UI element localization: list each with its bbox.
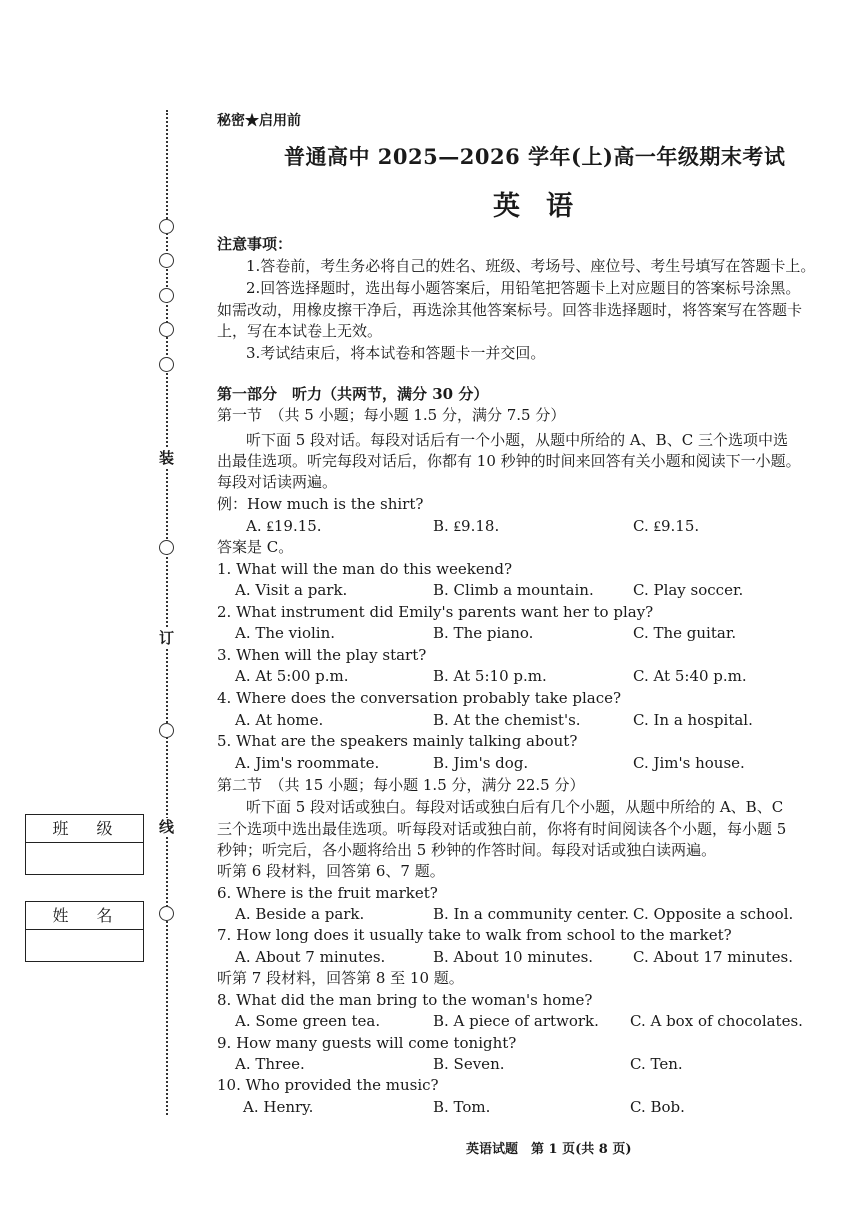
question-option-b: B. Seven. [433, 1055, 505, 1073]
question-option-a: A. Beside a park. [235, 905, 365, 923]
question-stem: 3. When will the play start? [217, 646, 427, 664]
question-option-b: B. In a community center. [433, 905, 630, 923]
question-option-b: B. At 5:10 p.m. [433, 667, 547, 685]
binding-hole-icon [159, 723, 174, 738]
section2-instructions-b: 三个选项中选出最佳选项。听每段对话或独白前，你将有时间阅读各个小题，每小题 5 [217, 820, 787, 838]
question-option-c: C. In a hospital. [633, 711, 753, 729]
question-option-c: C. Bob. [630, 1098, 685, 1116]
question-option-c: C. The guitar. [633, 624, 737, 642]
notes-line-2b: 如需改动，用橡皮擦干净后，再选涂其他答案标号。回答非选择题时，将答案写在答题卡 [217, 301, 803, 319]
example-question: 例：How much is the shirt? [217, 495, 424, 513]
name-box [25, 901, 144, 962]
question-option-a: A. About 7 minutes. [235, 948, 386, 966]
question-option-b: B. About 10 minutes. [433, 948, 594, 966]
question-stem: 5. What are the speakers mainly talking about? [217, 732, 578, 750]
example-answer: 答案是 C。 [217, 538, 294, 556]
section2-instructions-a: 听下面 5 段对话或独白。每段对话或独白后有几个小题，从题中所给的 A、B、C [246, 798, 784, 816]
binding-hole-icon [159, 540, 174, 555]
question-stem: 6. Where is the fruit market? [217, 884, 438, 902]
binding-hole-icon [159, 253, 174, 268]
notes-heading: 注意事项： [217, 235, 293, 253]
question-option-c: C. At 5:40 p.m. [633, 667, 747, 685]
question-option-c: C. Jim's house. [633, 754, 745, 772]
binding-hole-icon [159, 357, 174, 372]
example-option-b: B. ₤9.18. [433, 517, 500, 535]
question-stem: 1. What will the man do this weekend? [217, 560, 513, 578]
question-option-c: C. About 17 minutes. [633, 948, 793, 966]
question-option-a: A. Visit a park. [235, 581, 348, 599]
class-field[interactable] [26, 843, 143, 873]
binding-hole-icon [159, 288, 174, 303]
question-stem: 2. What instrument did Emily's parents want her to play? [217, 603, 654, 621]
question-stem: 4. Where does the conversation probably take place? [217, 689, 622, 707]
section1-instructions-c: 每段对话读两遍。 [217, 473, 338, 491]
question-stem: 9. How many guests will come tonight? [217, 1034, 517, 1052]
notes-line-2c: 上，写在本试卷上无效。 [217, 322, 383, 340]
question-stem: 7. How long does it usually take to walk from school to the market? [217, 926, 732, 944]
material-7-instruction: 听第 7 段材料，回答第 8 至 10 题。 [217, 969, 464, 987]
exam-title: 普通高中 2025—2026 学年(上)高一年级期末考试 [284, 144, 786, 169]
question-option-c: C. Opposite a school. [633, 905, 794, 923]
question-option-b: B. Tom. [433, 1098, 491, 1116]
page-footer: 英语试题 第 1 页(共 8 页) [466, 1142, 632, 1157]
section2-instructions-c: 秒钟；听完后，各小题将给出 5 秒钟的作答时间。每段对话或独白读两遍。 [217, 841, 717, 859]
question-option-b: B. A piece of artwork. [433, 1012, 599, 1030]
question-option-a: A. Henry. [243, 1098, 314, 1116]
question-stem: 10. Who provided the music? [217, 1076, 439, 1094]
subject-title: 英语 [493, 191, 599, 222]
example-option-c: C. ₤9.15. [633, 517, 700, 535]
notes-line-2a: 2.回答选择题时，选出每小题答案后，用铅笔把答题卡上对应题目的答案标号涂黑。 [246, 279, 801, 297]
binding-label-xian: 线 [159, 818, 175, 836]
notes-line-1: 1.答卷前，考生务必将自己的姓名、班级、考场号、座位号、考生号填写在答题卡上。 [246, 257, 816, 275]
question-option-a: A. At 5:00 p.m. [235, 667, 349, 685]
question-stem: 8. What did the man bring to the woman's home? [217, 991, 593, 1009]
material-6-instruction: 听第 6 段材料，回答第 6、7 题。 [217, 862, 445, 880]
question-option-a: A. The violin. [235, 624, 336, 642]
section1-heading: 第一节 （共 5 小题；每小题 1.5 分，满分 7.5 分） [217, 406, 566, 424]
secret-label: 秘密★启用前 [217, 113, 301, 129]
name-label: 姓名 [26, 902, 143, 930]
section1-instructions-a: 听下面 5 段对话。每段对话后有一个小题，从题中所给的 A、B、C 三个选项中选 [246, 431, 788, 449]
example-option-a: A. ₤19.15. [246, 517, 322, 535]
class-label: 班级 [26, 815, 143, 843]
section2-heading: 第二节 （共 15 小题；每小题 1.5 分，满分 22.5 分） [217, 776, 585, 794]
question-option-a: A. At home. [235, 711, 324, 729]
question-option-b: B. Jim's dog. [433, 754, 529, 772]
question-option-c: C. Play soccer. [633, 581, 744, 599]
binding-hole-icon [159, 219, 174, 234]
binding-label-zhuang: 装 [159, 449, 175, 467]
question-option-a: A. Jim's roommate. [235, 754, 380, 772]
question-option-c: C. A box of chocolates. [630, 1012, 803, 1030]
binding-hole-icon [159, 322, 174, 337]
part1-heading: 第一部分 听力（共两节，满分 30 分） [217, 385, 489, 403]
class-box [25, 814, 144, 875]
question-option-c: C. Ten. [630, 1055, 683, 1073]
binding-hole-icon [159, 906, 174, 921]
notes-line-3: 3.考试结束后，将本试卷和答题卡一并交回。 [246, 344, 546, 362]
section1-instructions-b: 出最佳选项。听完每段对话后，你都有 10 秒钟的时间来回答有关小题和阅读下一小题。 [217, 452, 801, 470]
question-option-a: A. Some green tea. [235, 1012, 381, 1030]
question-option-a: A. Three. [235, 1055, 305, 1073]
question-option-b: B. Climb a mountain. [433, 581, 594, 599]
name-field[interactable] [26, 930, 143, 960]
question-option-b: B. The piano. [433, 624, 534, 642]
question-option-b: B. At the chemist's. [433, 711, 581, 729]
binding-label-ding: 订 [159, 629, 175, 647]
